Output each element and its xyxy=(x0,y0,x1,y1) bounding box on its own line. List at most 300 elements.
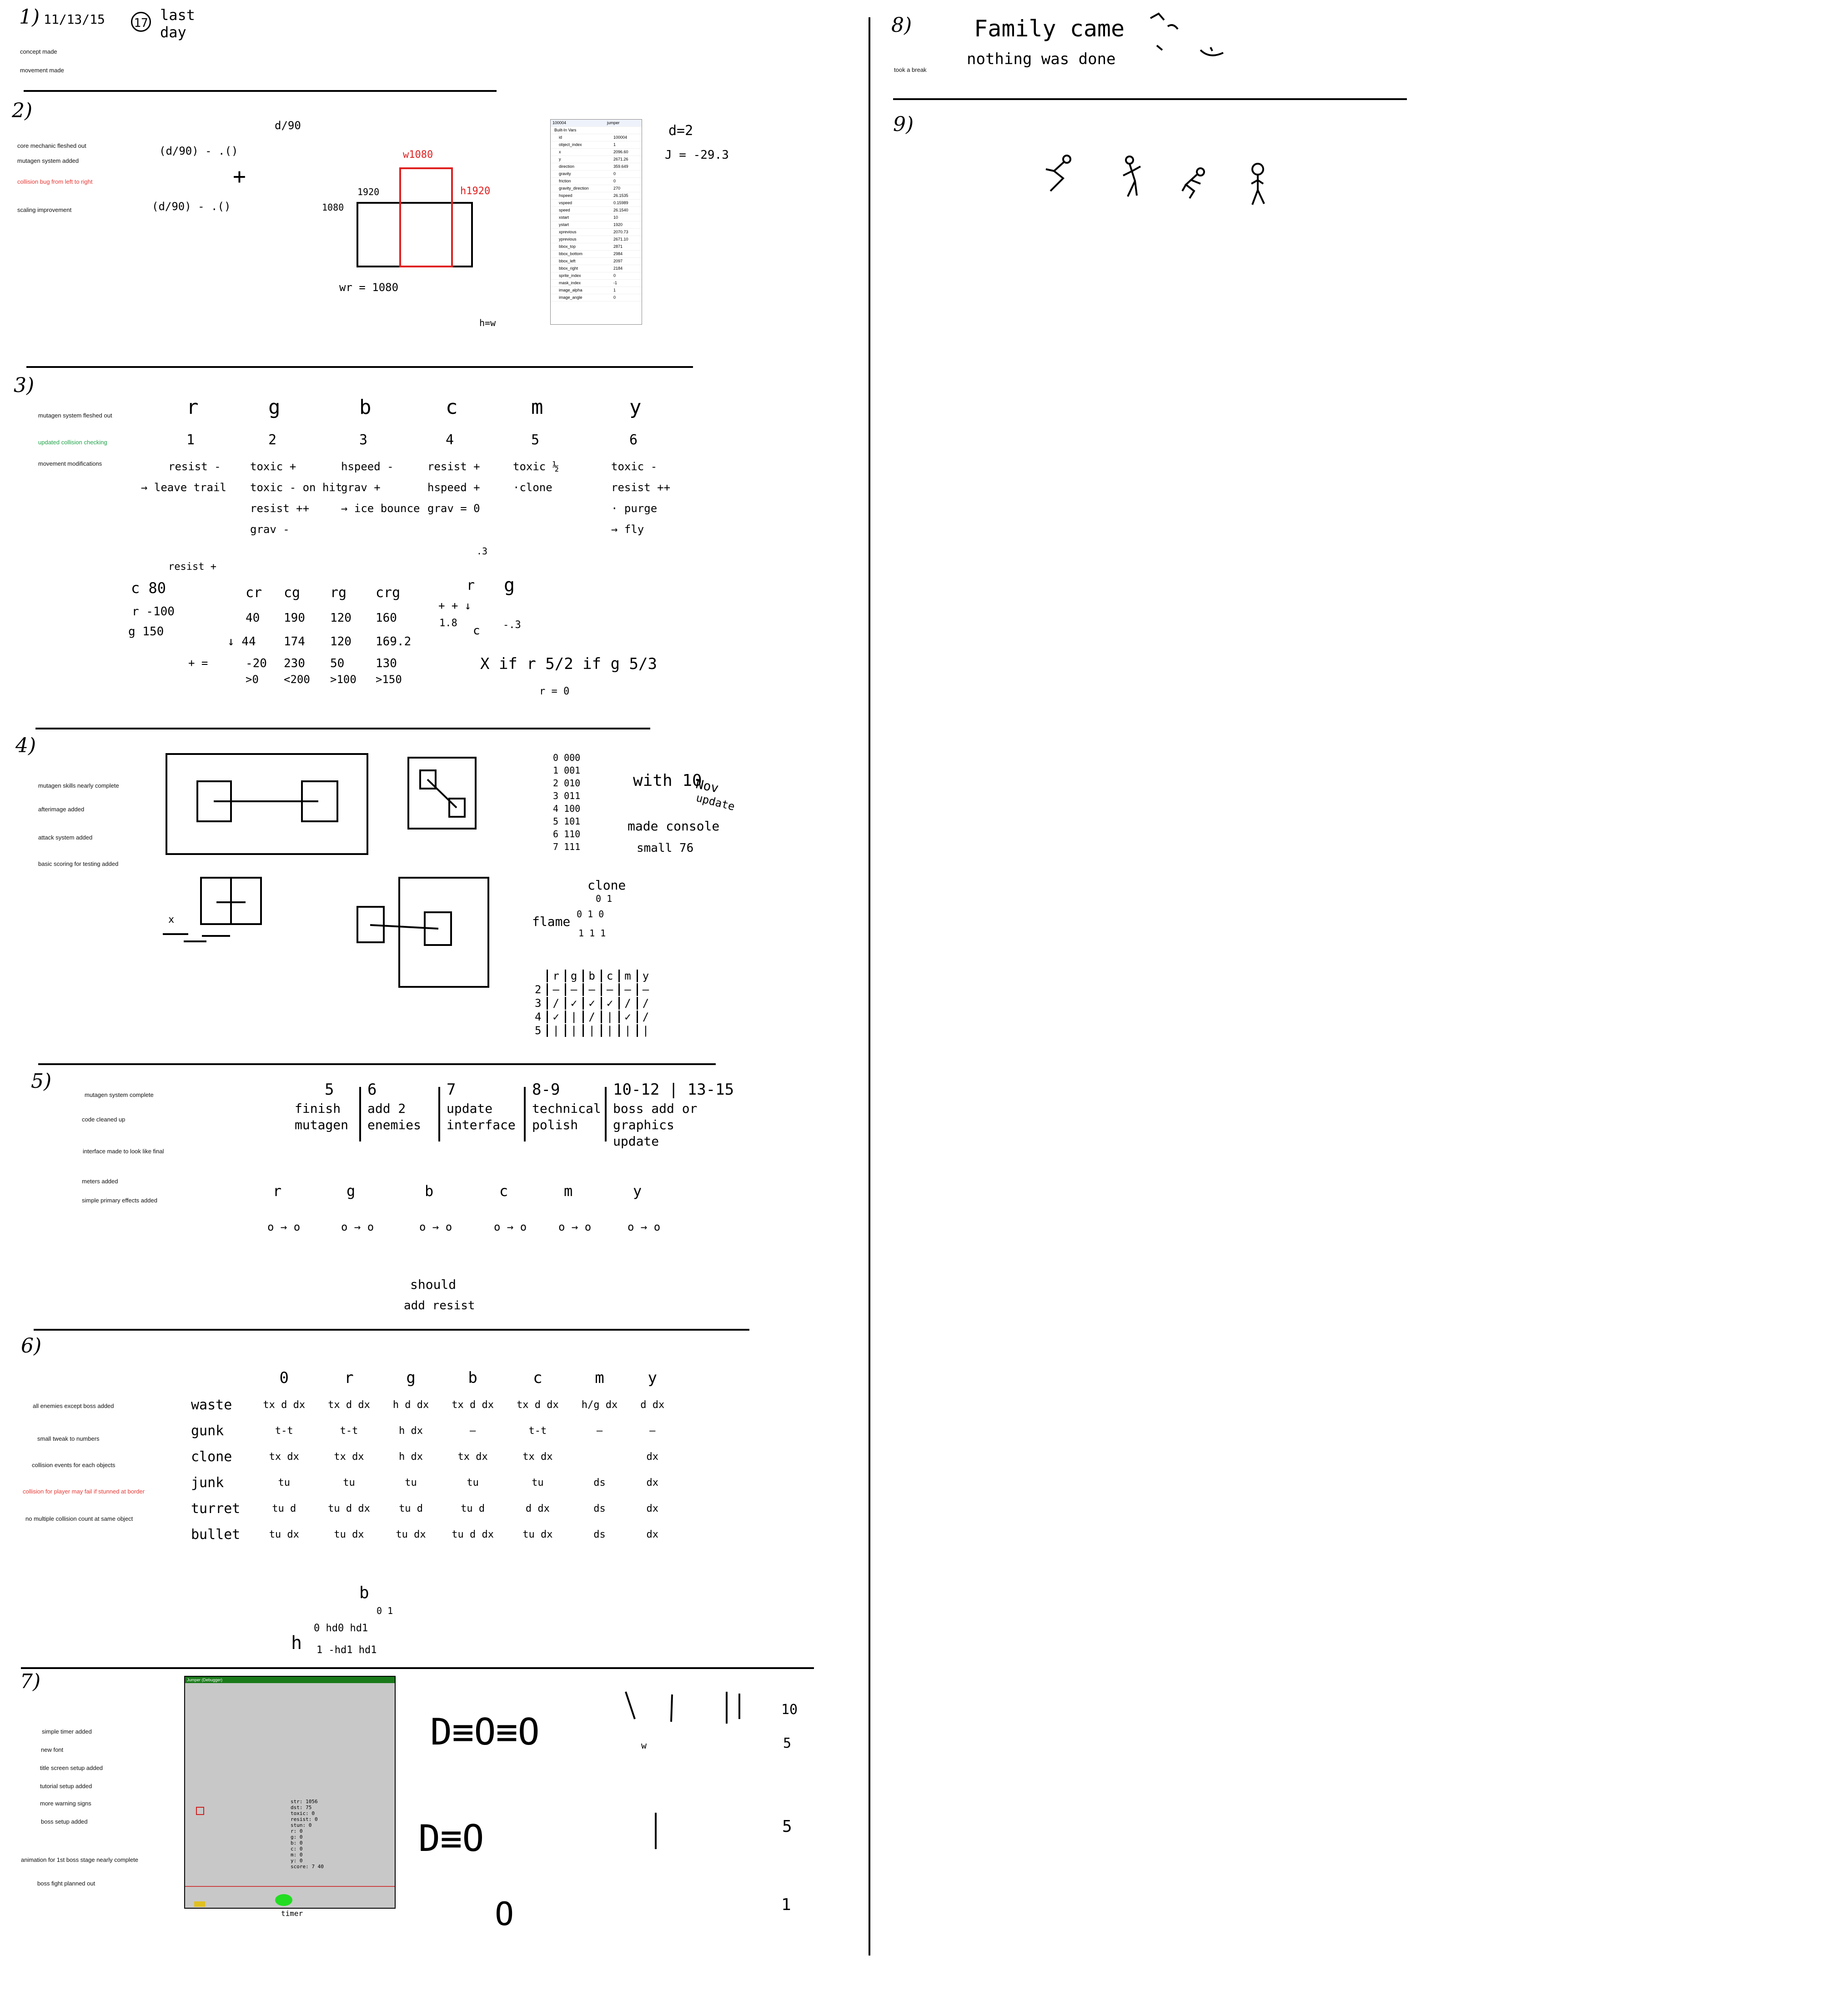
calc-cell: crg xyxy=(376,585,401,601)
debugger-var-name: vspeed xyxy=(559,201,572,205)
debugger-var-value: 0 xyxy=(613,179,616,183)
enemy-cell: h dx xyxy=(399,1451,423,1463)
calc-r-row: r -100 xyxy=(132,605,175,618)
note-attack-system: attack system added xyxy=(38,834,93,841)
section-7-note: new font xyxy=(41,1746,64,1753)
note-small-tweak: small tweak to numbers xyxy=(37,1435,100,1442)
enemy-cell: — xyxy=(470,1425,476,1437)
debugger-var-name: object_index xyxy=(559,142,582,147)
enemy-cell: tu d xyxy=(461,1503,485,1514)
calc-cell: 169.2 xyxy=(376,635,412,649)
debugger-var-value: 359.649 xyxy=(613,164,628,169)
calc-cell: >100 xyxy=(330,673,357,686)
note-movement-made: movement made xyxy=(20,67,64,74)
note-mutagen-fleshed: mutagen system fleshed out xyxy=(38,412,112,419)
check-cell: | xyxy=(618,1024,635,1037)
debugger-builtin-node[interactable]: Built-In Vars xyxy=(554,128,577,132)
game-stat-line: score: 7 40 xyxy=(291,1864,324,1870)
check-cell: ✓ xyxy=(565,997,582,1010)
check-cell: | xyxy=(601,1011,618,1023)
plan-step-number: 10-12 | 13-15 xyxy=(613,1081,734,1099)
mutagen-effect: toxic ½ xyxy=(513,460,559,473)
debugger-var-value: 2097 xyxy=(613,259,623,263)
mutagen-effect: toxic + xyxy=(250,460,296,473)
right-number-2: 5 xyxy=(783,1735,792,1751)
enemy-cell: — xyxy=(596,1425,603,1437)
bx-b: b xyxy=(359,1584,369,1602)
sketch-d-o-o: D≡O≡O xyxy=(430,1711,540,1753)
note-nov: Nov xyxy=(694,776,720,796)
effect-arrow: o → o xyxy=(494,1221,527,1233)
mutagen-letter: r xyxy=(186,396,199,419)
cg-row-1: 0 1 xyxy=(596,893,613,904)
section-7-note: boss setup added xyxy=(41,1818,88,1825)
check-cell: / xyxy=(637,997,653,1010)
sketch-w: w xyxy=(641,1740,647,1751)
note-afterimage: afterimage added xyxy=(38,806,85,813)
enemy-cell: t-t xyxy=(528,1425,547,1437)
cg-row-2: 0 1 0 xyxy=(577,909,604,920)
tri-c: c xyxy=(473,624,480,638)
mutagen-number: 1 xyxy=(186,432,195,448)
enemy-cell: dx xyxy=(646,1529,658,1540)
debugger-var-name: x xyxy=(559,150,561,154)
enemy-cell: tx dx xyxy=(334,1451,364,1463)
enemy-cell: tu d xyxy=(272,1503,296,1514)
plan-step-text: boss add or graphics update xyxy=(613,1101,698,1149)
debugger-var-value: 2671.26 xyxy=(613,157,628,161)
check-header-cell: y xyxy=(637,970,653,982)
plan-step-number: 6 xyxy=(367,1081,377,1099)
enemy-cell: tu dx xyxy=(269,1529,299,1540)
check-cell: — xyxy=(637,983,653,996)
debugger-var-name: image_angle xyxy=(559,295,583,300)
tri-range: 1.8 xyxy=(439,618,457,629)
debugger-var-value: 2671.10 xyxy=(613,237,628,241)
check-cell: — xyxy=(565,983,582,996)
binary-entry: 3 011 xyxy=(553,790,581,801)
check-cell: ✓ xyxy=(547,1011,563,1023)
mutagen-effect: grav - xyxy=(250,523,290,536)
mutagen-effect: → ice bounce xyxy=(341,502,420,515)
debugger-var-name: bbox_left xyxy=(559,259,576,263)
note-movement-mods: movement modifications xyxy=(38,460,102,467)
enemy-cell: h/g dx xyxy=(581,1399,618,1411)
enemy-cell: tu d dx xyxy=(328,1503,370,1514)
mutagen-effect: · purge xyxy=(611,502,658,515)
r-equals-zero: r = 0 xyxy=(539,686,570,697)
flame-label: flame xyxy=(532,914,571,929)
calc-cell: ↓ 44 xyxy=(227,635,256,649)
mutagen-effect: toxic - xyxy=(611,460,658,473)
effect-letter: y xyxy=(633,1182,642,1200)
section-1-day: day xyxy=(160,24,186,41)
label-1920: 1920 xyxy=(357,186,380,197)
section-5-number: 5) xyxy=(31,1070,52,1093)
check-cell: ✓ xyxy=(618,1011,635,1023)
debugger-head-key: 100004 xyxy=(552,121,567,125)
section-7-note: more warning signs xyxy=(40,1800,91,1807)
effect-letter: b xyxy=(425,1182,434,1200)
note-add-resist: add resist xyxy=(404,1299,475,1312)
enemy-cell: tu xyxy=(278,1477,290,1488)
plan-step-text: update interface xyxy=(447,1101,516,1132)
tri-value-top: .3 xyxy=(477,546,488,557)
cross-condition: X if r 5/2 if g 5/3 xyxy=(480,655,657,673)
section-8-subtitle: nothing was done xyxy=(967,50,1116,68)
calc-cell: 120 xyxy=(330,635,352,649)
plan-step-number: 5 xyxy=(325,1081,334,1099)
check-cell: / xyxy=(583,1011,599,1023)
effect-letter: m xyxy=(564,1182,573,1200)
note-should: should xyxy=(410,1277,457,1292)
enemy-cell: ds xyxy=(593,1503,606,1514)
game-stat-line: stun: 0 xyxy=(291,1822,312,1828)
enemy-header-cell: m xyxy=(595,1369,604,1387)
plan-step-text: finish mutagen xyxy=(295,1101,349,1132)
mutagen-effect: → fly xyxy=(611,523,644,536)
mutagen-effect: → leave trail xyxy=(141,481,226,494)
debugger-var-name: bbox_bottom xyxy=(559,251,583,256)
bx-row-1: 0 1 xyxy=(377,1605,393,1616)
calc-cell: 160 xyxy=(376,611,397,625)
section-8-title: Family came xyxy=(974,15,1125,42)
enemy-cell: dx xyxy=(646,1451,658,1463)
enemy-cell: dx xyxy=(646,1503,658,1514)
section-6-number: 6) xyxy=(21,1334,42,1357)
mutagen-letter: g xyxy=(268,396,281,419)
enemy-cell: ds xyxy=(593,1477,606,1488)
game-titlebar: Jumper (Debugger) xyxy=(185,1677,395,1683)
calc-cell: 50 xyxy=(330,657,345,670)
label-wr: wr = 1080 xyxy=(339,281,399,294)
effect-letter: r xyxy=(273,1182,282,1200)
debugger-var-name: gravity xyxy=(559,171,571,176)
note-all-enemies: all enemies except boss added xyxy=(33,1403,114,1409)
section-4-number: 4) xyxy=(15,734,36,757)
label-1080: 1080 xyxy=(322,202,344,213)
debugger-var-name: id xyxy=(559,135,562,140)
check-cell: 4 xyxy=(535,1011,542,1023)
check-cell: — xyxy=(583,983,599,996)
check-cell: / xyxy=(618,997,635,1010)
note-core-mechanic: core mechanic fleshed out xyxy=(17,142,86,149)
debugger-var-value: 0 xyxy=(613,295,616,300)
plan-step-text: add 2 enemies xyxy=(367,1101,422,1132)
check-header-cell: m xyxy=(618,970,635,982)
enemy-cell: dx xyxy=(646,1477,658,1488)
game-stat-line: y: 0 xyxy=(291,1858,303,1864)
check-cell: / xyxy=(637,1011,653,1023)
bx-h: h xyxy=(291,1633,302,1654)
enemy-cell: junk xyxy=(191,1475,224,1491)
mutagen-letter: b xyxy=(359,396,372,419)
binary-entry: 4 100 xyxy=(553,803,581,814)
clone-label: clone xyxy=(588,878,626,893)
right-number-3: 5 xyxy=(782,1817,792,1836)
label-d-equals-2: d=2 xyxy=(668,123,693,139)
enemy-cell: tx dx xyxy=(457,1451,488,1463)
debugger-var-name: ystart xyxy=(559,222,569,227)
calc-g-row: g 150 xyxy=(128,625,164,639)
fraction-formula-1: (d/90) - .() xyxy=(159,145,238,157)
enemy-cell: gunk xyxy=(191,1423,224,1439)
debugger-var-value: 2871 xyxy=(613,244,623,249)
section-7-note: boss fight planned out xyxy=(37,1880,95,1887)
debugger-var-value: 100004 xyxy=(613,135,628,140)
note-collision-stunned: collision for player may fail if stunned at border xyxy=(23,1488,145,1495)
note-primary-effects: simple primary effects added xyxy=(82,1197,157,1204)
debugger-var-value: 1920 xyxy=(613,222,623,227)
effect-letter: g xyxy=(346,1182,356,1200)
check-cell: 3 xyxy=(535,997,542,1010)
enemy-cell: tu dx xyxy=(522,1529,553,1540)
debugger-var-value: 0 xyxy=(613,171,616,176)
section-1-number: 1) xyxy=(19,5,40,29)
label-jump-value: J = -29.3 xyxy=(665,148,729,162)
calc-cell: >150 xyxy=(376,673,402,686)
enemy-cell: tx dx xyxy=(522,1451,553,1463)
check-cell: | xyxy=(637,1024,653,1037)
mutagen-number: 2 xyxy=(268,432,277,448)
game-stat-line: b: 0 xyxy=(291,1840,303,1846)
check-cell: | xyxy=(601,1024,618,1037)
binary-entry: 5 101 xyxy=(553,816,581,827)
calc-cell: <200 xyxy=(284,673,310,686)
right-number-1: 10 xyxy=(781,1702,798,1718)
debugger-var-value: 1 xyxy=(613,288,616,292)
note-made-console: made console xyxy=(628,819,720,834)
check-cell: — xyxy=(618,983,635,996)
tri-value-bottom: -.3 xyxy=(503,619,521,631)
tri-signs: + + ↓ xyxy=(438,599,472,612)
debugger-var-name: xprevious xyxy=(559,230,577,234)
enemy-cell: t-t xyxy=(275,1425,293,1437)
calc-cell: 40 xyxy=(246,611,260,625)
bx-row-2: 0 hd0 hd1 xyxy=(314,1623,368,1634)
fraction-formula-2: (d/90) - .() xyxy=(152,200,231,213)
binary-entry: 0 000 xyxy=(553,752,581,763)
debugger-var-name: yprevious xyxy=(559,237,577,241)
debugger-var-name: bbox_top xyxy=(559,244,576,249)
binary-entry: 7 111 xyxy=(553,841,581,852)
game-stat-line: toxic: 0 xyxy=(291,1810,315,1816)
enemy-cell: tu xyxy=(343,1477,355,1488)
calc-cell: -20 xyxy=(246,657,267,670)
plan-step-number: 8-9 xyxy=(532,1081,560,1099)
debugger-head-value: jumper xyxy=(607,121,620,125)
enemy-cell: tu xyxy=(405,1477,417,1488)
enemy-cell: tu d xyxy=(399,1503,423,1514)
check-cell: — xyxy=(547,983,563,996)
debugger-var-value: 2096.60 xyxy=(613,150,628,154)
calc-cell: cg xyxy=(284,585,301,601)
calc-cell: 120 xyxy=(330,611,352,625)
enemy-cell: tu dx xyxy=(396,1529,426,1540)
check-cell: ✓ xyxy=(601,997,618,1010)
mutagen-number: 4 xyxy=(446,432,454,448)
timer-annotation: timer xyxy=(281,1909,303,1918)
note-small-76: small 76 xyxy=(637,841,694,855)
debugger-var-name: xstart xyxy=(559,215,569,220)
note-mutagen-complete: mutagen system complete xyxy=(85,1091,154,1098)
note-concept-made: concept made xyxy=(20,48,57,55)
enemy-cell: h d dx xyxy=(392,1399,429,1411)
binary-entry: 6 110 xyxy=(553,829,581,840)
enemy-cell: tu dx xyxy=(334,1529,364,1540)
mutagen-effect: resist - xyxy=(168,460,221,473)
section-8-number: 8) xyxy=(891,14,912,37)
note-interface-final: interface made to look like final xyxy=(83,1148,164,1155)
enemy-cell: tx d dx xyxy=(263,1399,306,1411)
calc-plus-equals: + = xyxy=(188,657,208,669)
section-7-note: tutorial setup added xyxy=(40,1783,92,1790)
game-stat-line: r: 0 xyxy=(291,1828,303,1834)
plan-step-text: technical polish xyxy=(532,1101,601,1132)
tri-r: r xyxy=(467,578,475,593)
note-scaling-improvement: scaling improvement xyxy=(17,206,72,213)
calc-cell: 190 xyxy=(284,611,305,625)
binary-entry: 1 001 xyxy=(553,765,581,776)
mutagen-effect: resist + xyxy=(427,460,480,473)
debugger-var-name: gravity_direction xyxy=(559,186,589,191)
calc-cell: >0 xyxy=(246,673,259,686)
check-cell: — xyxy=(601,983,618,996)
section-9-number: 9) xyxy=(893,113,914,136)
enemy-header-cell: 0 xyxy=(279,1369,289,1387)
enemy-header-cell: b xyxy=(468,1369,477,1387)
section-2-number: 2) xyxy=(12,99,33,122)
calc-cell: cr xyxy=(246,585,262,601)
check-cell: 5 xyxy=(535,1024,542,1037)
debugger-var-value: 2070.73 xyxy=(613,230,628,234)
debugger-var-value: -1 xyxy=(613,281,618,285)
plus-sign: + xyxy=(233,164,246,189)
game-stat-line: c: 0 xyxy=(291,1846,303,1852)
enemy-header-cell: r xyxy=(344,1369,354,1387)
debugger-var-value: 0.15989 xyxy=(613,201,628,205)
mutagen-effect: ·clone xyxy=(513,481,552,494)
fraction-top: d/90 xyxy=(275,119,301,132)
note-meters-added: meters added xyxy=(82,1178,118,1185)
mutagen-letter: m xyxy=(531,396,543,419)
check-header-cell: r xyxy=(547,970,563,982)
effect-arrow: o → o xyxy=(558,1221,592,1233)
debugger-var-value: 26.1540 xyxy=(613,208,628,212)
label-h-equals-w: h=w xyxy=(479,317,496,328)
debugger-var-name: bbox_right xyxy=(559,266,578,271)
enemy-cell: ds xyxy=(593,1529,606,1540)
mutagen-number: 3 xyxy=(359,432,368,448)
calc-cell: 174 xyxy=(284,635,305,649)
check-cell: | xyxy=(583,1024,599,1037)
debugger-var-value: 2984 xyxy=(613,251,623,256)
note-collision-bug: collision bug from left to right xyxy=(17,178,93,185)
enemy-header-cell: y xyxy=(648,1369,657,1387)
note-with-10: with 10 xyxy=(633,771,702,790)
mutagen-effect: hspeed + xyxy=(427,481,480,494)
debugger-var-name: direction xyxy=(559,164,575,169)
label-w1080: w1080 xyxy=(403,149,433,161)
plan-step-number: 7 xyxy=(447,1081,456,1099)
effect-arrow: o → o xyxy=(267,1221,301,1233)
note-collision-events: collision events for each objects xyxy=(32,1462,116,1468)
enemy-cell: tx d dx xyxy=(328,1399,370,1411)
game-stat-line: dst: 75 xyxy=(291,1805,312,1810)
enemy-header-cell: g xyxy=(406,1369,416,1387)
check-cell: 2 xyxy=(535,983,542,996)
debugger-var-value: 1 xyxy=(613,142,616,147)
debugger-var-name: speed xyxy=(559,208,570,212)
sketch-d-o: D≡O xyxy=(418,1817,484,1860)
mutagen-letter: c xyxy=(446,396,458,419)
game-stat-line: str: 1056 xyxy=(291,1799,318,1805)
mutagen-effect: grav = 0 xyxy=(427,502,480,515)
check-cell: | xyxy=(547,1024,563,1037)
note-updated-collision: updated collision checking xyxy=(38,439,107,446)
note-update: update xyxy=(694,791,736,814)
right-number-4: 1 xyxy=(781,1895,791,1914)
check-header-cell: g xyxy=(565,970,582,982)
binary-entry: 2 010 xyxy=(553,778,581,789)
note-no-multiple-collision: no multiple collision count at same object xyxy=(25,1515,133,1522)
sketch-o: O xyxy=(495,1895,514,1933)
game-stat-line: g: 0 xyxy=(291,1834,303,1840)
enemy-cell: clone xyxy=(191,1449,232,1465)
enemy-cell: — xyxy=(649,1425,656,1437)
tri-g: g xyxy=(504,575,515,596)
effect-letter: c xyxy=(499,1182,508,1200)
debugger-var-name: image_alpha xyxy=(559,288,583,292)
check-header-cell: c xyxy=(601,970,618,982)
mutagen-effect: hspeed - xyxy=(341,460,394,473)
debugger-var-value: 270 xyxy=(613,186,621,191)
section-1-last: last xyxy=(160,6,196,24)
mutagen-effect: resist ++ xyxy=(250,502,310,515)
calc-cell: rg xyxy=(330,585,347,601)
mutagen-effect: grav + xyxy=(341,481,381,494)
circled-day-number: 17 xyxy=(131,12,151,32)
mutagen-effect: resist ++ xyxy=(611,481,671,494)
enemy-cell: turret xyxy=(191,1501,241,1517)
calc-cell: 230 xyxy=(284,657,305,670)
section-1-date: 11/13/15 xyxy=(44,12,105,27)
enemy-cell: t-t xyxy=(340,1425,358,1437)
check-cell: | xyxy=(565,1024,582,1037)
section-7-note: title screen setup added xyxy=(40,1765,103,1771)
debugger-var-name: hspeed xyxy=(559,193,572,198)
enemy-cell: tu xyxy=(532,1477,544,1488)
note-basic-scoring: basic scoring for testing added xyxy=(38,860,119,867)
game-stat-line: resist: 0 xyxy=(291,1816,318,1822)
effect-arrow: o → o xyxy=(341,1221,374,1233)
enemy-cell: tu xyxy=(467,1477,479,1488)
enemy-cell: tx d dx xyxy=(452,1399,494,1411)
note-mutagen-skills: mutagen skills nearly complete xyxy=(38,782,119,789)
debugger-var-name: friction xyxy=(559,179,571,183)
section-7-note: animation for 1st boss stage nearly complete xyxy=(21,1856,138,1863)
calc-cell: 130 xyxy=(376,657,397,670)
debugger-var-value: 26.1535 xyxy=(613,193,628,198)
game-stat-line: m: 0 xyxy=(291,1852,303,1858)
section-7-note: simple timer added xyxy=(42,1728,92,1735)
enemy-cell: tx d dx xyxy=(517,1399,559,1411)
cg-row-3: 1 1 1 xyxy=(578,928,606,939)
enemy-header-cell: c xyxy=(533,1369,542,1387)
mutagen-number: 5 xyxy=(531,432,540,448)
enemy-cell: bullet xyxy=(191,1527,241,1543)
small-x-mark: x xyxy=(168,914,175,925)
